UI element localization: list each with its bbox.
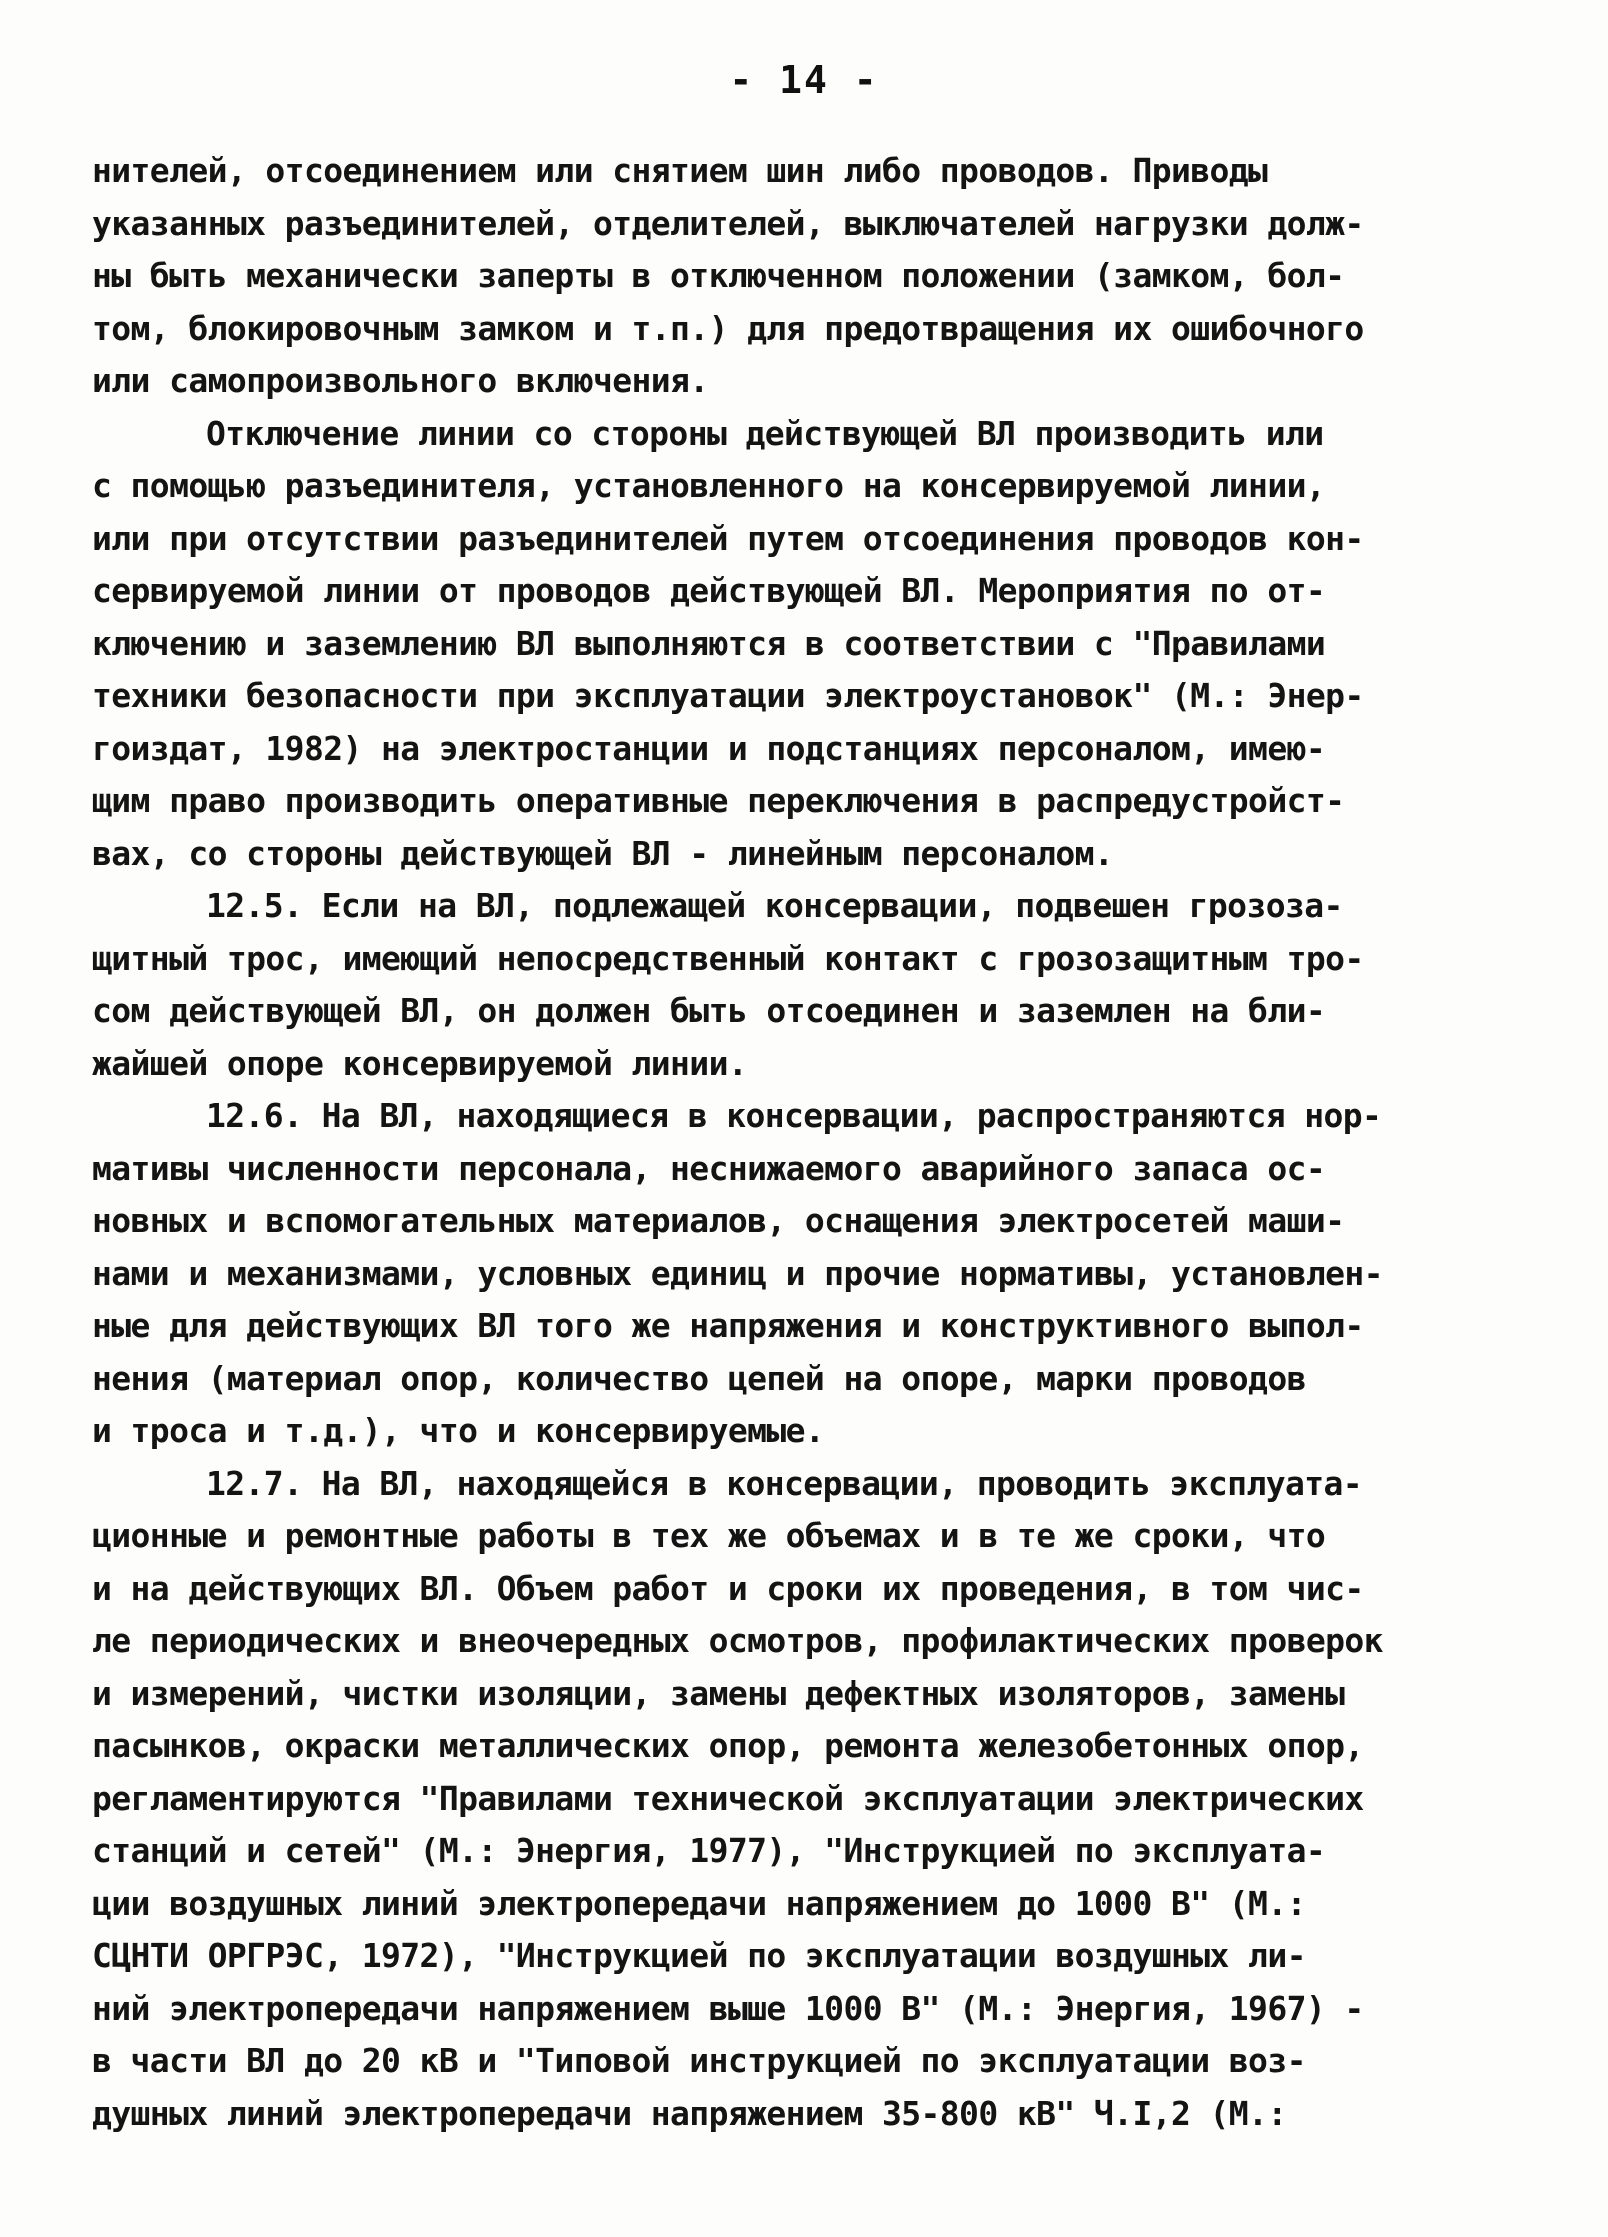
text-line: нами и механизмами, условных единиц и прочие нормативы, установлен-: [92, 1253, 1383, 1293]
text-line: щитный трос, имеющий непосредственный контакт с грозозащитным тро-: [92, 938, 1364, 978]
text-line: вах, со стороны действующей ВЛ - линейным персоналом.: [92, 833, 1114, 873]
paragraph-first-line: 12.6. На ВЛ, находящиеся в консервации, распространяются нор-: [206, 1096, 1382, 1135]
text-line: ключению и заземлению ВЛ выполняются в соответствии с "Правилами: [92, 623, 1326, 663]
text-line: в части ВЛ до 20 кВ и "Типовой инструкцией по эксплуатации воз-: [92, 2041, 1306, 2080]
text-line: СЦНТИ ОРГРЭС, 1972), "Инструкцией по эксплуатации воздушных ли-: [92, 1936, 1306, 1975]
page-number: - 14 -: [729, 58, 879, 102]
text-line: душных линий электропередачи напряжением 35-800 кВ" Ч.I,2 (М.:: [92, 2093, 1287, 2133]
text-body: [92, 145, 1532, 2140]
text-line: сом действующей ВЛ, он должен быть отсоединен и заземлен на бли-: [92, 991, 1326, 1030]
text-line: ные для действующих ВЛ того же напряжения и конструктивного выпол-: [92, 1306, 1364, 1345]
text-line: ле периодических и внеочередных осмотров, профилактических проверок: [92, 1621, 1383, 1660]
text-line: ний электропередачи напряжением выше 1000 В" (М.: Энергия, 1967) -: [92, 1988, 1364, 2028]
text-line: нения (материал опор, количество цепей на опоре, марки проводов: [92, 1358, 1306, 1398]
text-line: жайшей опоре консервируемой линии.: [92, 1043, 748, 1083]
text-line: и троса и т.д.), что и консервируемые.: [92, 1411, 825, 1450]
text-line: ционные и ремонтные работы в тех же объемах и в те же сроки, что: [92, 1516, 1326, 1555]
text-line: сервируемой линии от проводов действующей ВЛ. Мероприятия по от-: [92, 571, 1326, 610]
paragraph-first-line: Отключение линии со стороны действующей ВЛ производить или: [206, 413, 1324, 453]
text-line: нителей, отсоединением или снятием шин либо проводов. Приводы: [92, 151, 1268, 190]
text-line: мативы численности персонала, неснижаемого аварийного запаса ос-: [92, 1148, 1326, 1188]
text-line: ции воздушных линий электропередачи напряжением до 1000 В" (М.:: [92, 1883, 1306, 1923]
text-line: с помощью разъединителя, установленного на консервируемой линии,: [92, 466, 1326, 505]
text-line: гоиздат, 1982) на электростанции и подстанциях персоналом, имею-: [92, 728, 1326, 768]
text-line: техники безопасности при эксплуатации электроустановок" (М.: Энер-: [92, 676, 1364, 715]
text-line: или самопроизвольного включения.: [92, 361, 709, 400]
text-line: щим право производить оперативные переключения в распредустройст-: [92, 781, 1345, 820]
text-line: указанных разъединителей, отделителей, выключателей нагрузки долж-: [92, 203, 1364, 243]
paragraph-first-line: 12.5. Если на ВЛ, подлежащей консервации, подвешен грозоза-: [206, 886, 1343, 925]
text-line: том, блокировочным замком и т.п.) для предотвращения их ошибочного: [92, 308, 1364, 348]
text-line: или при отсутствии разъединителей путем отсоединения проводов кон-: [92, 518, 1364, 558]
text-line: и измерений, чистки изоляции, замены дефектных изоляторов, замены: [92, 1673, 1345, 1713]
text-line: и на действующих ВЛ. Объем работ и сроки их проведения, в том чис-: [92, 1568, 1364, 1608]
text-line: ны быть механически заперты в отключенном положении (замком, бол-: [92, 256, 1345, 295]
text-line: станций и сетей" (М.: Энергия, 1977), "Инструкцией по эксплуата-: [92, 1831, 1326, 1870]
text-line: пасынков, окраски металлических опор, ремонта железобетонных опор,: [92, 1726, 1364, 1765]
text-line: новных и вспомогательных материалов, оснащения электросетей маши-: [92, 1201, 1345, 1240]
paragraph-first-line: 12.7. На ВЛ, находящейся в консервации, проводить эксплуата-: [206, 1463, 1363, 1503]
text-line: регламентируются "Правилами технической эксплуатации электрических: [92, 1778, 1364, 1818]
